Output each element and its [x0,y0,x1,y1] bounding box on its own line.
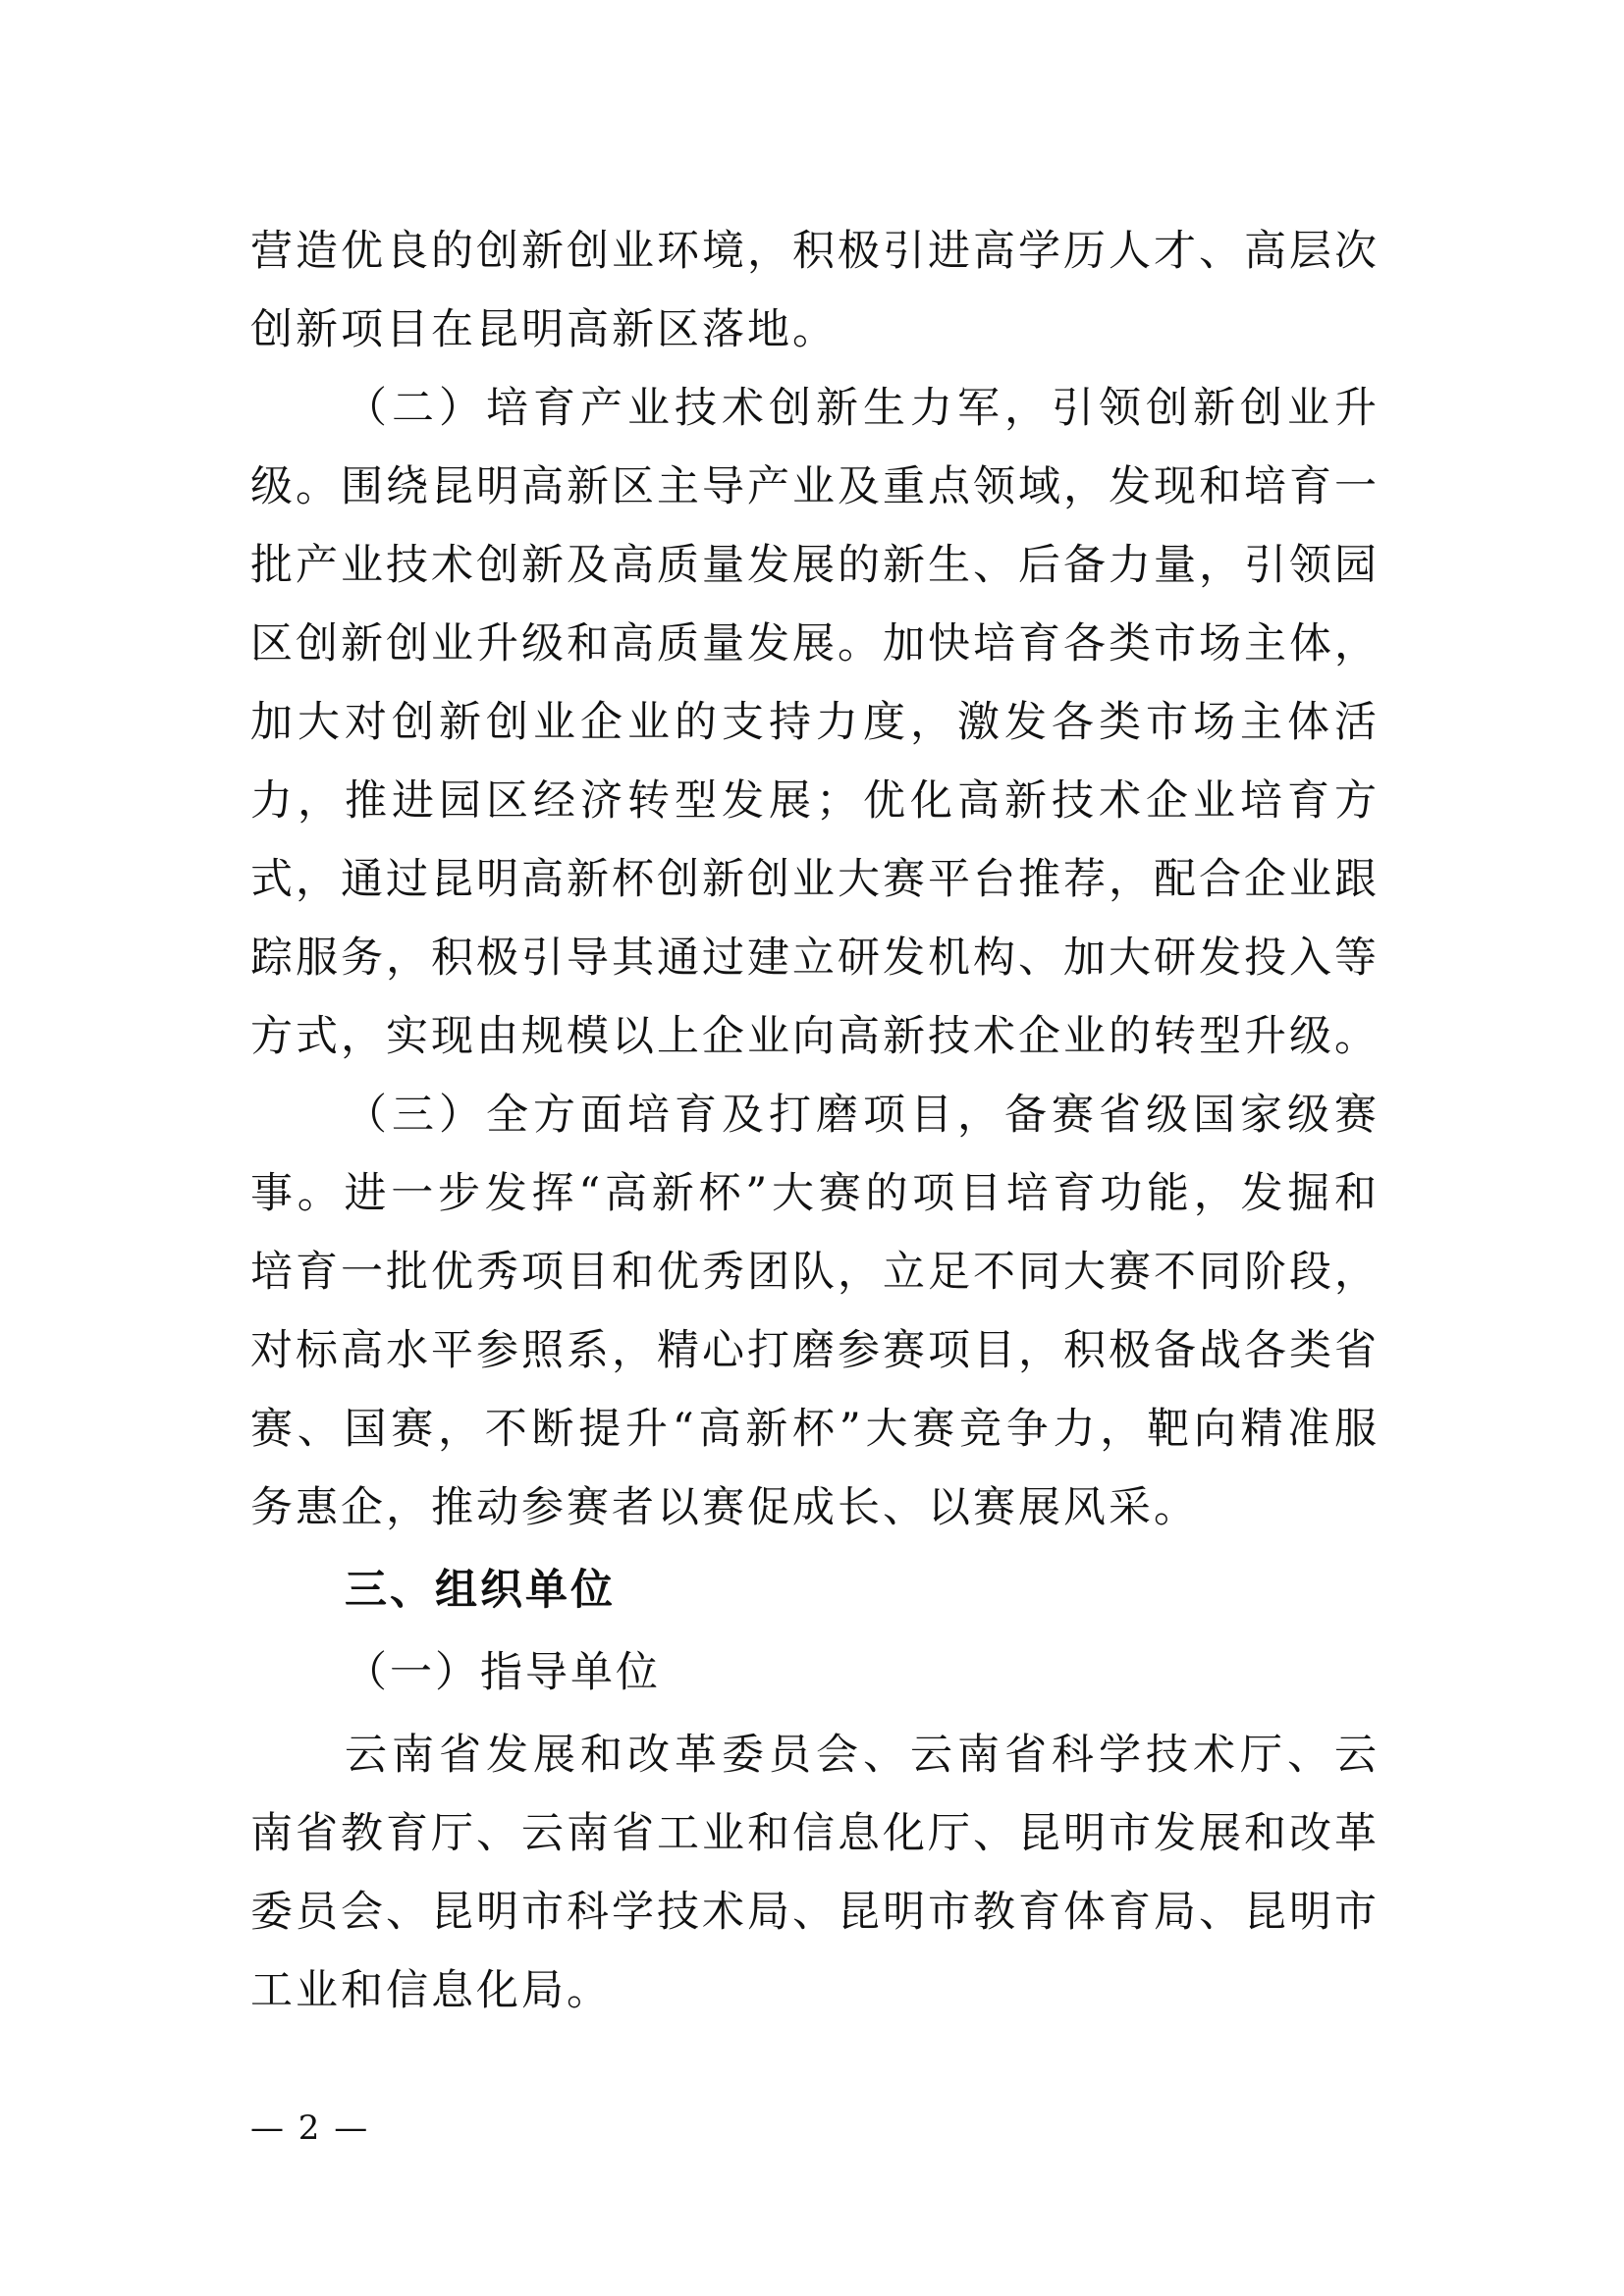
paragraph-section-three: （三）全方面培育及打磨项目，备赛省级国家级赛事。进一步发挥“高新杯”大赛的项目培育功能，发掘和培育一批优秀项目和优秀团队，立足不同大赛不同阶段，对标高水平参照系，精心打磨参赛项目，积极备战各类省赛、国赛，不断提升“高新杯”大赛竞争力，靶向精准服务惠企，推动参赛者以赛促成长、以赛展风采。 [250,1091,1380,1532]
page-number: — 2 — [250,2109,370,2148]
section-heading-organizers: 三、组织单位 [345,1566,616,1615]
document-body [250,212,1380,2030]
paragraph-section-two: （二）培育产业技术创新生力军，引领创新创业升级。围绕昆明高新区主导产业及重点领域，发现和培育一批产业技术创新及高质量发展的新生、后备力量，引领园区创新创业升级和高质量发展。加快培育各类市场主体，加大对创新创业企业的支持力度，激发各类市场主体活力，推进园区经济转型发展；优化高新技术企业培育方式，通过昆明高新杯创新创业大赛平台推荐，配合企业跟踪服务，积极引导其通过建立研发机构、加大研发投入等方式，实现由规模以上企业向高新技术企业的转型升级。 [250,384,1380,1061]
subheading-guiding-units: （一）指导单位 [345,1648,661,1697]
paragraph-guiding-units-list: 云南省发展和改革委员会、云南省科学技术厅、云南省教育厅、云南省工业和信息化厅、昆明市发展和改革委员会、昆明市科学技术局、昆明市教育体育局、昆明市工业和信息化局。 [250,1731,1380,2015]
paragraph-continuation: 营造优良的创新创业环境，积极引进高学历人才、高层次创新项目在昆明高新区落地。 [250,227,1380,354]
